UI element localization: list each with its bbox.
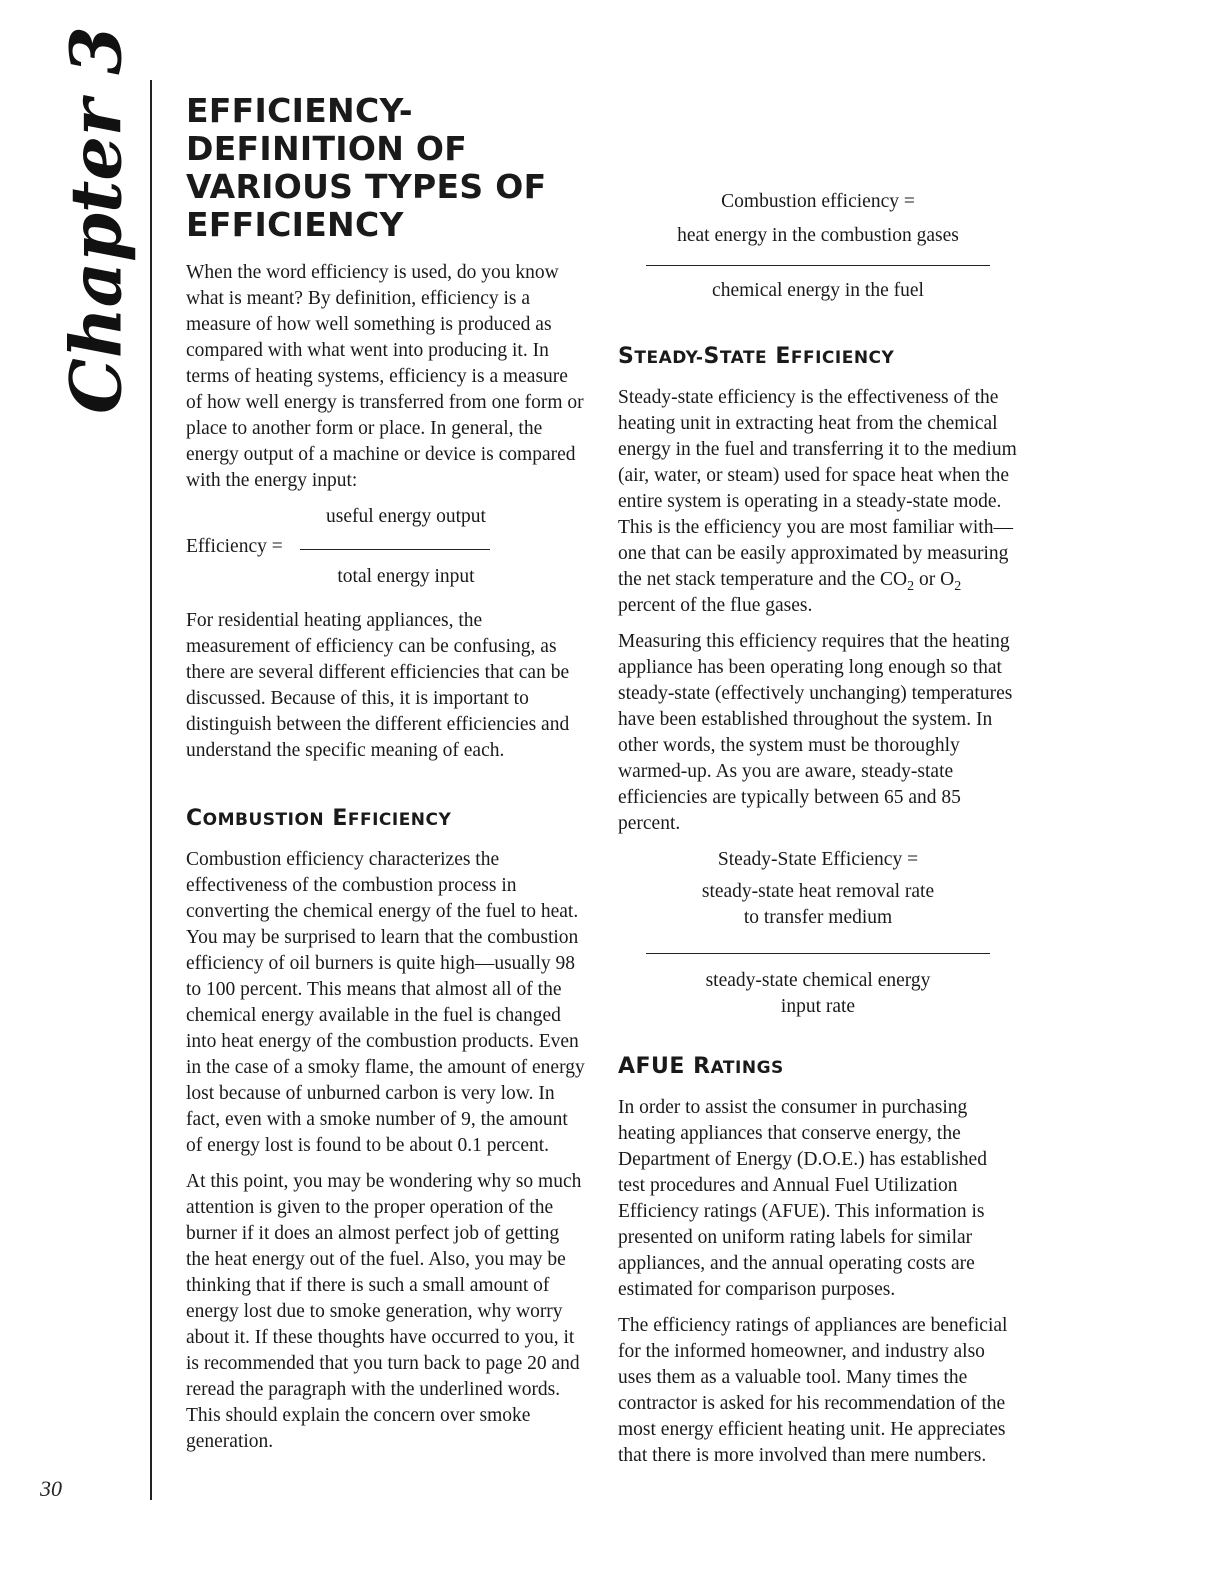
fraction-bar bbox=[646, 953, 990, 954]
combustion-formula-denominator: chemical energy in the fuel bbox=[712, 280, 924, 301]
steady-state-paragraph-2: Measuring this efficiency requires that the heating appliance has been operating long enough so that steady-state (effectively unchanging) temperatures have been established throughout the system. In other words, the system must be thoroughly warmed-up. As you are aware, steady-state efficiencies are typically between 65 and 85 percent. bbox=[618, 631, 1013, 834]
combustion-paragraph-1: Combustion efficiency characterizes the effectiveness of the combustion process in converting the chemical energy of the fuel to heat. You may be surprised to learn that the combustion efficiency of oil burners is quite high—usually 98 to 100 percent. This means that almost all of the chemical energy available in the fuel is changed into heat energy of the combustion products. Even in the case of a smoky flame, the amount of energy lost because of unburned carbon is very low. In fact, even with a smoke number of 9, the amount of energy lost is found to be about 0.1 percent. bbox=[186, 849, 585, 1156]
combustion-efficiency-heading: COMBUSTION EFFICIENCY bbox=[186, 806, 452, 831]
chapter-tab bbox=[48, 26, 144, 414]
efficiency-formula bbox=[186, 504, 586, 598]
fraction-bar bbox=[646, 265, 990, 266]
efficiency-label: Efficiency = bbox=[186, 536, 283, 557]
efficiency-numerator: useful energy output bbox=[326, 506, 486, 527]
steady-state-paragraph-1: Steady-state efficiency is the effectiveness of the heating unit in extracting heat from the chemical energy in the fuel and transferring it to the medium (air, water, or steam) used for space heat when the entire system is operating in a steady-state mode. This is the efficiency you are most familiar with—one that can be easily approximated by measuring the net stack temperature and the $CO_2$ or $O_2$ percent of the flue gases. bbox=[618, 387, 1017, 616]
intro-paragraph: When the word efficiency is used, do you know what is meant? By definition, efficiency is a measure of how well something is produced as compared with what went into producing it. In terms of heating systems, efficiency is a measure of how well energy is transferred from one form or place to another form or place. In general, the energy output of a machine or device is compared with the energy input: bbox=[186, 262, 584, 491]
steady-state-formula-label: Steady-State Efficiency = bbox=[717, 849, 919, 870]
steady-state-formula-numerator-2: to transfer medium bbox=[743, 907, 893, 928]
steady-state-heading: STEADY-STATE EFFICIENCY bbox=[618, 344, 895, 369]
page-title: EFFICIENCY-DEFINITION OF VARIOUS TYPES OF EFFICIENCY bbox=[186, 91, 547, 244]
afue-paragraph-1: In order to assist the consumer in purchasing heating appliances that conserve energy, the Department of Energy (D.O.E.) has established test procedures and Annual Fuel Utilization Efficiency ratings (AFUE). This information is presented on uniform rating labels for similar appliances, and the annual operating costs are estimated for comparison purposes. bbox=[618, 1097, 987, 1300]
efficiency-denominator: total energy input bbox=[337, 566, 475, 587]
afue-ratings-heading: AFUE RATINGS bbox=[618, 1054, 784, 1079]
combustion-formula-label: Combustion efficiency = bbox=[721, 191, 915, 212]
margin-rule bbox=[150, 80, 152, 1500]
combustion-formula-numerator: heat energy in the combustion gases bbox=[677, 225, 959, 246]
steady-state-formula bbox=[618, 847, 1018, 1020]
page-number: 30 bbox=[40, 1476, 62, 1501]
combustion-paragraph-2: At this point, you may be wondering why so much attention is given to the proper operation of the burner if it does an almost perfect job of getting the heat energy out of the fuel. Also, you may be thinking that if there is such a small amount of energy lost due to smoke generation, why worry about it. If these thoughts have occurred to you, it is recommended that you turn back to page 20 and reread the paragraph with the underlined words. This should explain the concern over smoke generation. bbox=[186, 1171, 582, 1452]
chapter-tab-label: Chapter 3 bbox=[54, 26, 138, 414]
right-column bbox=[618, 92, 1018, 1479]
fraction-bar bbox=[300, 549, 490, 550]
combustion-formula bbox=[618, 189, 1018, 304]
left-column bbox=[186, 92, 586, 1465]
steady-state-formula-numerator: steady-state heat removal rate bbox=[701, 881, 935, 902]
residential-paragraph: For residential heating appliances, the measurement of efficiency can be confusing, as there are several different efficiencies that can be discussed. Because of this, it is important to distinguish between the different efficiencies and understand the specific meaning of each. bbox=[186, 610, 570, 761]
afue-paragraph-2: The efficiency ratings of appliances are beneficial for the informed homeowner, and industry also uses them as a valuable tool. Many times the contractor is asked for his recommendation of the most energy efficient heating unit. He appreciates that there is more involved than mere numbers. bbox=[618, 1315, 1008, 1466]
steady-state-formula-denominator: steady-state chemical energy bbox=[705, 970, 931, 991]
steady-state-formula-denominator-2: input rate bbox=[780, 996, 856, 1017]
